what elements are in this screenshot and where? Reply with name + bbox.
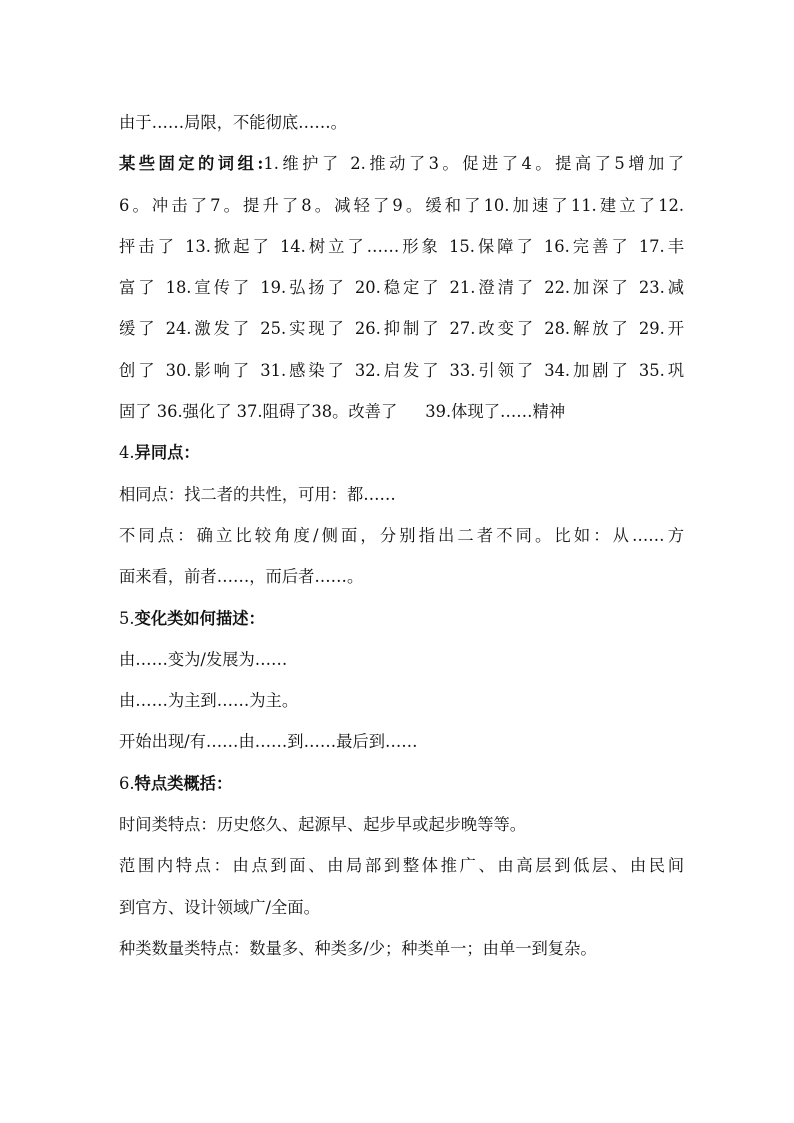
section-4-number: 4. <box>119 443 135 463</box>
fixed-phrases-line-6: 创了 30.影响了 31.感染了 32.启发了 33.引领了 34.加剧了 35.巩 <box>119 360 684 380</box>
section-6-title: 特点类概括： <box>134 773 233 793</box>
section-5-number: 5. <box>119 608 135 628</box>
limit-paragraph: 由于……局限，不能彻底……。 <box>119 113 347 132</box>
fixed-phrases-heading: 某些固定的词组: <box>119 154 264 174</box>
differences-line-2: 面来看，前者……，而后者……。 <box>119 567 364 587</box>
fixed-phrases-line-1 <box>119 143 684 184</box>
similarities-text: 相同点：找二者的共性，可用：都…… <box>119 484 396 504</box>
fixed-phrases-line-7-part-a: 固了 36.强化了 37.阻碍了38。改善了 <box>119 402 398 422</box>
differences-line-1: 不同点：确立比较角度/侧面，分别指出二者不同。比如：从……方 <box>119 525 684 545</box>
fixed-phrases-line-2: 6。冲击了7。提升了8。减轻了9。缓和了10.加速了11.建立了12. <box>119 195 684 215</box>
range-features-line-2: 到官方、设计领域广/全面。 <box>119 897 320 917</box>
kind-quantity-features-text: 种类数量类特点：数量多、种类多/少；种类单一；由单一到复杂。 <box>119 938 597 958</box>
range-features-line-1: 范围内特点：由点到面、由局部到整体推广、由高层到低层、由民间 <box>119 856 684 876</box>
time-features-text: 时间类特点：历史悠久、起源早、起步早或起步晚等等。 <box>119 815 527 835</box>
change-item-2: 由……为主到……为主。 <box>119 691 299 711</box>
section-4-title: 异同点： <box>134 443 200 463</box>
section-5-heading <box>119 598 684 639</box>
document-body <box>119 102 684 969</box>
fixed-phrases-line-7 <box>119 391 684 432</box>
section-6-number: 6. <box>119 773 135 793</box>
fixed-phrases-line-5: 缓了 24.激发了 25.实现了 26.抑制了 27.改变了 28.解放了 29.开 <box>119 319 684 339</box>
change-item-1: 由……变为/发展为…… <box>119 649 288 669</box>
fixed-phrases-line-7-part-b: 39.体现了……精神 <box>425 402 566 422</box>
section-4-heading <box>119 432 684 473</box>
section-6-heading <box>119 763 684 804</box>
fixed-phrases-line-4: 富了 18.宣传了 19.弘扬了 20.稳定了 21.澄清了 22.加深了 23.减 <box>119 278 684 298</box>
section-5-title: 变化类如何描述： <box>134 608 265 628</box>
fixed-phrases-line-3: 抨击了 13.掀起了 14.树立了……形象 15.保障了 16.完善了 17.丰 <box>119 236 684 256</box>
change-item-3: 开始出现/有……由……到……最后到…… <box>119 732 418 752</box>
fixed-phrases-text: 1.维护了 2.推动了3。促进了4。提高了5增加了 <box>263 154 684 174</box>
